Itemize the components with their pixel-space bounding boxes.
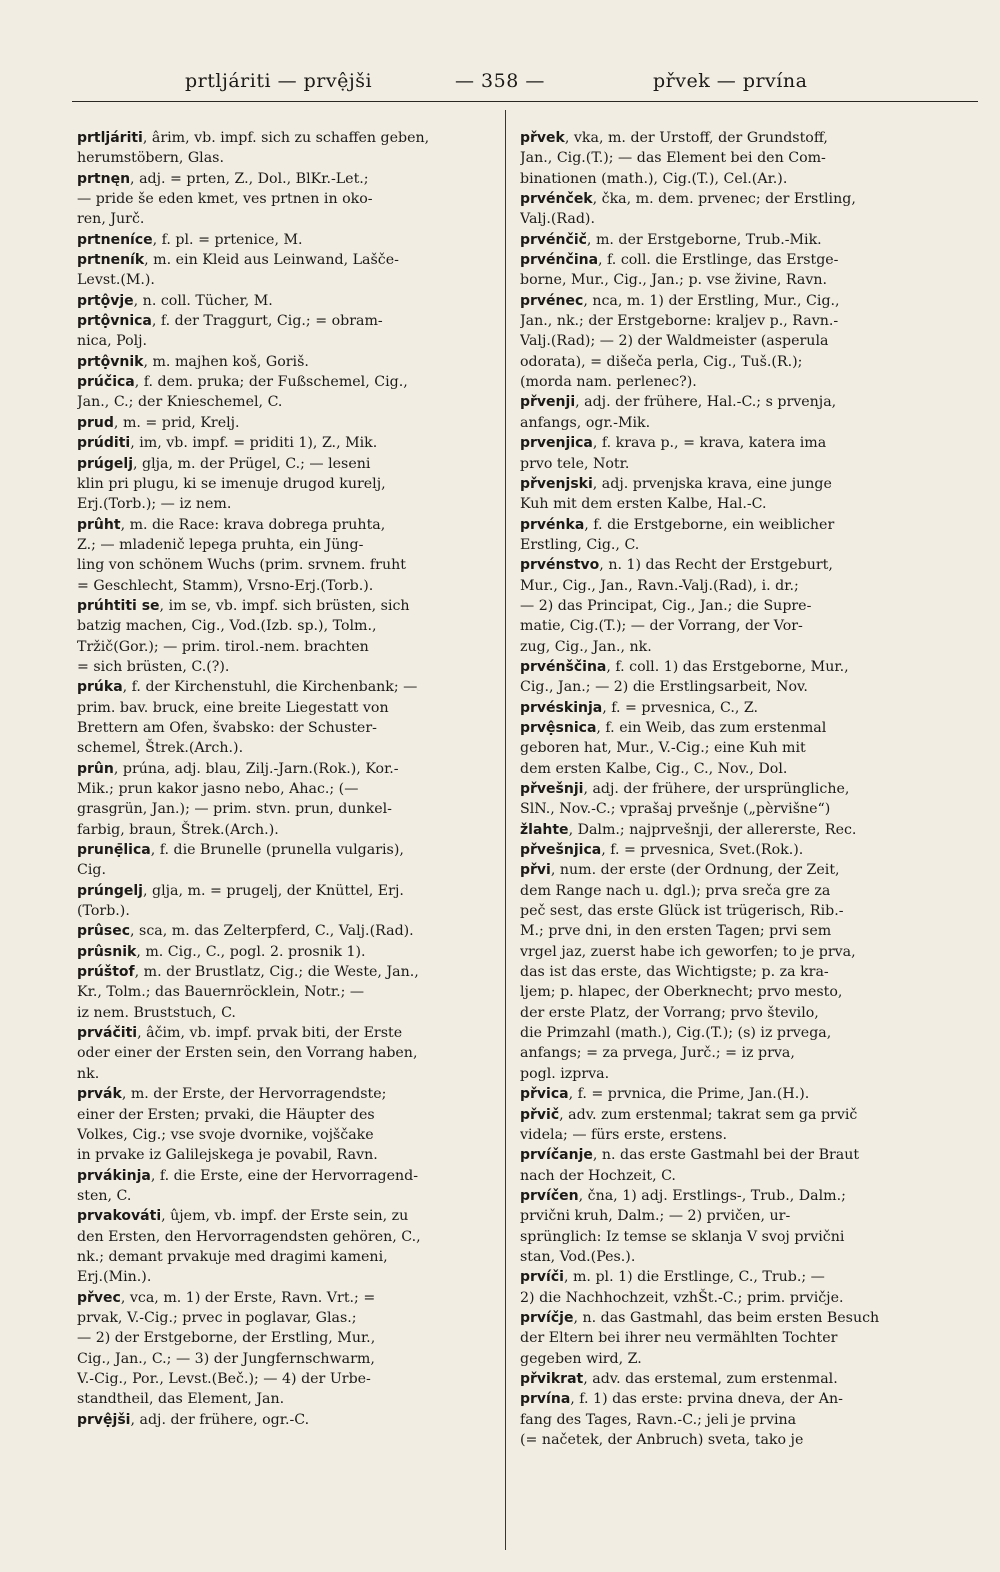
dictionary-line: prvénec, nca, m. 1) der Erstling, Mur., Cig.,: [520, 292, 840, 309]
dictionary-line: prvénček, čka, m. dem. prvenec; der Erstling,: [520, 191, 856, 208]
dictionary-line: Cig., Jan.; — 2) die Erstlingsarbeit, Nov.: [520, 679, 808, 696]
dictionary-line: fang des Tages, Ravn.-C.; jeli je prvina: [520, 1411, 797, 1428]
dictionary-line: (Torb.).: [77, 903, 130, 920]
headword: prvíčje: [520, 1309, 574, 1326]
dictionary-line: grasgrün, Jan.); — prim. stvn. prun, dunkel-: [77, 801, 392, 818]
headword: prúngelj: [77, 882, 143, 899]
dictionary-line: = sich brüsten, C.(?).: [77, 658, 230, 675]
headword: prúčica: [77, 374, 135, 391]
dictionary-line: Cig., Jan., C.; — 3) der Jungfernschwarm,: [77, 1350, 375, 1367]
dictionary-line: prváčiti, âčim, vb. impf. prvak biti, der Erste: [77, 1025, 403, 1042]
dictionary-line: prûsnik, m. Cig., C., pogl. 2. prosnik 1).: [77, 943, 366, 960]
dictionary-line: prvakováti, ûjem, vb. impf. der Erste sein, zu: [77, 1208, 409, 1225]
dictionary-line: gegeben wird, Z.: [520, 1350, 642, 1367]
headword: žlahte: [520, 821, 569, 838]
dictionary-line: matie, Cig.(T.); — der Vorrang, der Vor-: [520, 618, 803, 635]
dictionary-line: Jan., C.; der Knieschemel, C.: [77, 394, 283, 411]
headword: prúgelj: [77, 455, 134, 472]
dictionary-line: prvíči, m. pl. 1) die Erstlinge, C., Trub.; —: [520, 1269, 825, 1286]
dictionary-line: — pride še eden kmet, ves prtnen in oko-: [77, 191, 373, 208]
headword: prvénčič: [520, 231, 587, 248]
headword: prúka: [77, 679, 123, 696]
headword: prvíči: [520, 1269, 564, 1286]
page-number: — 358 —: [455, 70, 545, 92]
headword: prúditi: [77, 435, 131, 452]
dictionary-line: nica, Polj.: [77, 333, 148, 350]
dictionary-line: prvák, m. der Erste, der Hervorragendste;: [77, 1086, 387, 1103]
dictionary-line: prvénščina, f. coll. 1) das Erstgeborne, Mur.,: [520, 658, 849, 675]
dictionary-line: Mik.; prun kakor jasno nebo, Ahac.; (—: [77, 781, 359, 797]
running-header: [75, 66, 975, 100]
headword: přvi: [520, 862, 551, 879]
dictionary-line: prvíčanje, n. das erste Gastmahl bei der Braut: [520, 1147, 860, 1164]
dictionary-line: přvi, num. der erste (der Ordnung, der Zeit,: [520, 862, 840, 879]
dictionary-line: prvénstvo, n. 1) das Recht der Erstgeburt,: [520, 557, 833, 574]
headword: prúhtiti se: [77, 597, 160, 614]
dictionary-line: prûn, prúna, adj. blau, Zilj.-Jarn.(Rok.), Kor.-: [77, 760, 399, 777]
dictionary-line: prúditi, im, vb. impf. = priditi 1), Z., Mik.: [77, 435, 378, 452]
headword: prunẹ̄lica: [77, 842, 151, 859]
right-column: [520, 128, 938, 1450]
headword: prûsnik: [77, 943, 137, 960]
dictionary-line: oder einer der Ersten sein, den Vorrang haben,: [77, 1045, 418, 1062]
dictionary-line: das ist das erste, das Wichtigste; p. za kra-: [520, 964, 829, 981]
dictionary-line: pogl. izprva.: [520, 1065, 610, 1082]
dictionary-line: geboren hat, Mur., V.-Cig.; eine Kuh mit: [520, 740, 806, 757]
headword: prvákinja: [77, 1167, 151, 1184]
dictionary-line: prvéskinja, f. = prvesnica, C., Z.: [520, 699, 759, 716]
dictionary-line: Kuh mit dem ersten Kalbe, Hal.-C.: [520, 496, 767, 513]
dictionary-line: přvek, vka, m. der Urstoff, der Grundstoff,: [520, 130, 828, 146]
dictionary-line: prtljáriti, ârim, vb. impf. sich zu schaffen geben,: [77, 130, 430, 146]
dictionary-line: Valj.(Rad); — 2) der Waldmeister (asperula: [520, 333, 829, 350]
dictionary-line: Jan., Cig.(T.); — das Element bei den Com-: [520, 150, 826, 167]
dictionary-line: prvénčič, m. der Erstgeborne, Trub.-Mik.: [520, 231, 822, 248]
dictionary-line: Levst.(M.).: [77, 272, 155, 289]
dictionary-line: nk.; demant prvakuje med dragimi kameni,: [77, 1248, 388, 1265]
headword: prvák: [77, 1086, 122, 1103]
dictionary-line: Volkes, Cig.; vse svoje dvornike, vojščake: [77, 1126, 374, 1143]
headword: přvenjski: [520, 475, 593, 492]
dictionary-line: — 2) der Erstgeborne, der Erstling, Mur.,: [77, 1330, 376, 1347]
dictionary-line: anfangs; = za prvega, Jurč.; = iz prva,: [520, 1045, 795, 1062]
headword: prtneník: [77, 252, 145, 269]
headword: prvénščina: [520, 658, 607, 675]
headword: prvénstvo: [520, 557, 600, 574]
dictionary-line: anfangs, ogr.-Mik.: [520, 414, 651, 431]
dictionary-line: prûht, m. die Race: krava dobrega pruhta,: [77, 516, 386, 533]
dictionary-line: prtneník, m. ein Kleid aus Leinwand, Lašče-: [77, 252, 399, 269]
headword: prud: [77, 414, 114, 431]
dictionary-line: Cig.: [77, 862, 106, 879]
dictionary-line: prud, m. = prid, Krelj.: [77, 414, 240, 431]
dictionary-line: přvič, adv. zum erstenmal; takrat sem ga prvič: [520, 1106, 858, 1123]
dictionary-line: schemel, Štrek.(Arch.).: [77, 740, 244, 757]
dictionary-line: einer der Ersten; prvaki, die Häupter des: [77, 1106, 375, 1123]
dictionary-line: ling von schönem Wuchs (prim. srvnem. fruht: [77, 557, 406, 574]
headword: prtljáriti: [77, 130, 143, 146]
dictionary-line: zug, Cig., Jan., nk.: [520, 638, 652, 655]
headword: prúštof: [77, 964, 135, 981]
headword: prvíčanje: [520, 1147, 593, 1164]
dictionary-line: Mur., Cig., Jan., Ravn.-Valj.(Rad), i. dr.;: [520, 577, 799, 594]
dictionary-line: farbig, braun, Štrek.(Arch.).: [77, 821, 279, 838]
headword: přvec: [77, 1289, 121, 1306]
dictionary-line: Erj.(Torb.); — iz nem.: [77, 496, 232, 513]
headword: přvešnji: [520, 781, 584, 797]
dictionary-line: Z.; — mladenič lepega pruhta, ein Jüng-: [77, 536, 364, 553]
headword: prvénčina: [520, 252, 599, 269]
dictionary-line: batzig machen, Cig., Vod.(Izb. sp.), Tolm.,: [77, 618, 377, 635]
dictionary-line: dem Range nach u. dgl.); prva sreča gre za: [520, 882, 831, 899]
dictionary-line: ljem; p. hlapec, der Oberknecht; prvo mesto,: [520, 984, 843, 1001]
dictionary-line: prúštof, m. der Brustlatz, Cig.; die Weste, Jan.,: [77, 964, 419, 981]
dictionary-line: žlahte, Dalm.; najprvešnji, der allererste, Rec.: [520, 821, 857, 838]
headword: prtộvje: [77, 292, 134, 309]
dictionary-line: prtộvnica, f. der Traggurt, Cig.; = obram-: [77, 313, 383, 330]
dictionary-line: der Eltern bei ihrer neu vermählten Tochter: [520, 1330, 838, 1347]
dictionary-line: prvákinja, f. die Erste, eine der Hervorragend-: [77, 1167, 419, 1184]
dictionary-line: videla; — fürs erste, erstens.: [520, 1126, 728, 1143]
dictionary-line: nach der Hochzeit, C.: [520, 1167, 676, 1184]
dictionary-line: přvica, f. = prvnica, die Prime, Jan.(H.).: [520, 1086, 810, 1103]
column-divider: [505, 110, 506, 1550]
headword: přvikrat: [520, 1370, 584, 1387]
dictionary-line: Kr., Tolm.; das Bauernröcklein, Notr.; —: [77, 984, 365, 1001]
dictionary-line: — 2) das Principat, Cig., Jan.; die Supre-: [520, 597, 812, 614]
headword: prváčiti: [77, 1025, 138, 1042]
dictionary-line: (= načetek, der Anbruch) sveta, tako je: [520, 1432, 804, 1448]
left-column: [77, 128, 495, 1430]
dictionary-line: den Ersten, den Hervorragendsten gehören, C.,: [77, 1228, 421, 1245]
dictionary-line: Jan., nk.; der Erstgeborne: kraljev p., Ravn.-: [520, 313, 839, 330]
header-right-guide-words: přvek — prvína: [653, 70, 808, 92]
headword: prvénček: [520, 191, 593, 208]
dictionary-line: sten, C.: [77, 1187, 132, 1204]
headword: přvek: [520, 130, 565, 146]
dictionary-line: 2) die Nachhochzeit, vzhŠt.-C.; prim. prvičje.: [520, 1289, 844, 1306]
dictionary-line: SlN., Nov.-C.; vprašaj prvešnje („pèrvišne“): [520, 801, 831, 818]
headword: přvešnjica: [520, 842, 602, 859]
dictionary-line: (morda nam. perlenec?).: [520, 374, 697, 391]
headword: prûn: [77, 760, 114, 777]
dictionary-line: dem ersten Kalbe, Cig., C., Nov., Dol.: [520, 760, 788, 777]
dictionary-line: stan, Vod.(Pes.).: [520, 1248, 636, 1265]
headword: prvenjica: [520, 435, 593, 452]
dictionary-line: die Primzahl (math.), Cig.(T.); (s) iz prvega,: [520, 1025, 832, 1042]
dictionary-line: Erj.(Min.).: [77, 1269, 152, 1286]
dictionary-line: prim. bav. bruck, eine breite Liegestatt von: [77, 699, 389, 716]
headword: prvệjši: [77, 1411, 131, 1428]
headword: prvénka: [520, 516, 585, 533]
dictionary-line: přvenji, adj. der frühere, Hal.-C.; s prvenja,: [520, 394, 837, 411]
dictionary-line: V.-Cig., Por., Levst.(Beč.); — 4) der Urbe-: [77, 1370, 371, 1387]
dictionary-line: prúngelj, glja, m. = prugelj, der Knüttel, Erj.: [77, 882, 404, 899]
dictionary-line: prúhtiti se, im se, vb. impf. sich brüsten, sich: [77, 597, 410, 614]
headword: prtnęn: [77, 170, 131, 187]
header-left-guide-words: prtljáriti — prvệjši: [185, 70, 373, 92]
dictionary-line: přvešnji, adj. der frühere, der ursprüngliche,: [520, 781, 850, 797]
dictionary-line: prúgelj, glja, m. der Prügel, C.; — leseni: [77, 455, 371, 472]
dictionary-line: sprünglich: Iz temse se sklanja V svoj prvični: [520, 1228, 845, 1245]
dictionary-line: in prvake iz Galilejskega je povabil, Ravn.: [77, 1147, 378, 1164]
header-rule: [72, 101, 978, 102]
dictionary-line: prvak, V.-Cig.; prvec in poglavar, Glas.;: [77, 1309, 357, 1326]
dictionary-line: prtnęn, adj. = prten, Z., Dol., BlKr.-Let.;: [77, 170, 369, 187]
headword: prtộvnica: [77, 313, 152, 330]
dictionary-line: klin pri plugu, ki se imenuje drugod kurelj,: [77, 475, 386, 492]
dictionary-line: prúčica, f. dem. pruka; der Fußschemel, Cig.,: [77, 374, 408, 391]
dictionary-line: nk.: [77, 1065, 100, 1082]
dictionary-line: prûsec, sca, m. das Zelterpferd, C., Valj.(Rad).: [77, 923, 414, 940]
headword: prvéskinja: [520, 699, 603, 716]
headword: prvakováti: [77, 1208, 162, 1225]
dictionary-line: prvíčje, n. das Gastmahl, das beim ersten Besuch: [520, 1309, 880, 1326]
headword: prtneníce: [77, 231, 153, 248]
dictionary-line: borne, Mur., Cig., Jan.; p. vse živine, Ravn.: [520, 272, 828, 289]
dictionary-line: prvénčina, f. coll. die Erstlinge, das Erstge-: [520, 252, 839, 269]
dictionary-line: prvenjica, f. krava p., = krava, katera ima: [520, 435, 827, 452]
dictionary-line: herumstöbern, Glas.: [77, 150, 224, 167]
dictionary-line: prtneníce, f. pl. = prtenice, M.: [77, 231, 303, 248]
headword: přvenji: [520, 394, 576, 411]
dictionary-line: peč sest, das erste Glück ist trügerisch, Rib.-: [520, 903, 844, 920]
dictionary-line: prvệjši, adj. der frühere, ogr.-C.: [77, 1411, 310, 1428]
dictionary-line: vrgel jaz, zuerst habe ich geworfen; to je prva,: [520, 943, 856, 960]
dictionary-line: Valj.(Rad).: [520, 211, 595, 228]
headword: prûht: [77, 516, 121, 533]
dictionary-line: Erstling, Cig., C.: [520, 536, 640, 553]
dictionary-line: přvec, vca, m. 1) der Erste, Ravn. Vrt.; =: [77, 1289, 376, 1306]
dictionary-line: = Geschlecht, Stamm), Vrsno-Erj.(Torb.).: [77, 577, 374, 594]
headword: prûsec: [77, 923, 131, 940]
dictionary-line: prúka, f. der Kirchenstuhl, die Kirchenbank; —: [77, 679, 418, 696]
dictionary-line: odorata), = dišeča perla, Cig., Tuš.(R.);: [520, 353, 803, 370]
headword: prvína: [520, 1391, 571, 1408]
dictionary-line: prtộvje, n. coll. Tücher, M.: [77, 292, 273, 309]
dictionary-line: Brettern am Ofen, švabsko: der Schuster-: [77, 719, 377, 736]
dictionary-line: prvični kruh, Dalm.; — 2) prvičen, ur-: [520, 1208, 791, 1225]
headword: prvénec: [520, 292, 584, 309]
headword: prvíčen: [520, 1187, 579, 1204]
dictionary-line: prvénka, f. die Erstgeborne, ein weiblicher: [520, 516, 835, 533]
dictionary-line: Tržič(Gor.); — prim. tirol.-nem. brachten: [77, 638, 369, 655]
headword: prvệsnica: [520, 719, 597, 736]
dictionary-line: prvína, f. 1) das erste: prvina dneva, der An-: [520, 1391, 843, 1408]
dictionary-line: binationen (math.), Cig.(T.), Cel.(Ar.).: [520, 170, 788, 187]
headword: přvič: [520, 1106, 560, 1123]
dictionary-line: prvíčen, čna, 1) adj. Erstlings-, Trub., Dalm.;: [520, 1187, 846, 1204]
dictionary-line: prtộvnik, m. majhen koš, Goriš.: [77, 353, 309, 370]
dictionary-line: standtheil, das Element, Jan.: [77, 1391, 285, 1408]
headword: prtộvnik: [77, 353, 144, 370]
dictionary-line: prunẹ̄lica, f. die Brunelle (prunella vulgaris),: [77, 842, 404, 859]
dictionary-line: ren, Jurč.: [77, 211, 145, 228]
dictionary-line: iz nem. Bruststuch, C.: [77, 1004, 236, 1021]
dictionary-line: prvo tele, Notr.: [520, 455, 630, 472]
dictionary-line: der erste Platz, der Vorrang; prvo število,: [520, 1004, 819, 1021]
dictionary-line: přvenjski, adj. prvenjska krava, eine junge: [520, 475, 832, 492]
dictionary-line: M.; prve dni, in den ersten Tagen; prvi sem: [520, 923, 832, 940]
dictionary-line: přvešnjica, f. = prvesnica, Svet.(Rok.).: [520, 842, 804, 859]
dictionary-line: prvệsnica, f. ein Weib, das zum erstenmal: [520, 719, 827, 736]
dictionary-line: přvikrat, adv. das erstemal, zum erstenmal.: [520, 1370, 838, 1387]
headword: přvica: [520, 1086, 569, 1103]
